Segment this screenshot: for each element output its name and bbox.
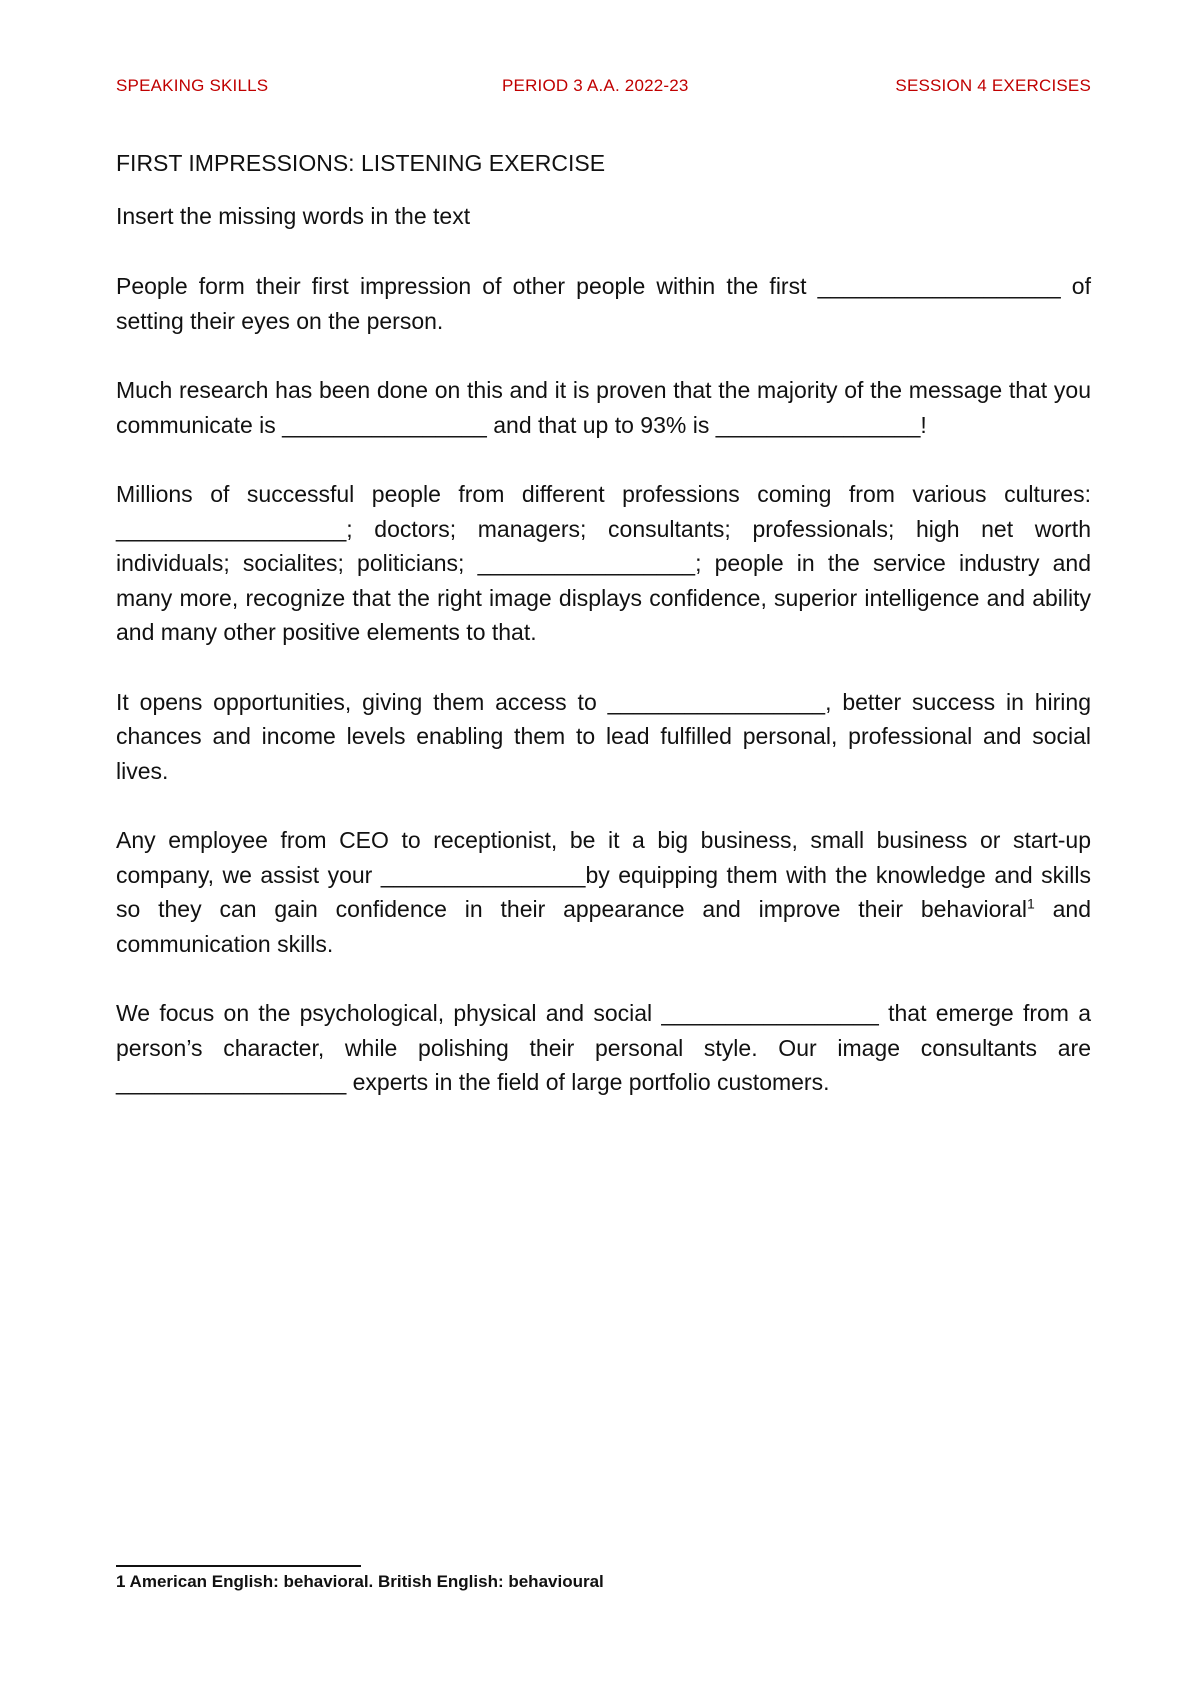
answer-blank: __________________ — [116, 1069, 347, 1095]
text-run: We focus on the psychological, physical and social — [116, 1000, 662, 1026]
exercise-text — [116, 269, 1091, 1135]
text-run: Millions of successful people from different professions coming from various cultures: — [116, 481, 1091, 507]
paragraph-2 — [116, 373, 1091, 442]
text-run: Any employee from CEO to receptionist, be it a big business, small business or start-up company, we assist your — [116, 827, 1091, 888]
text-run: , better success in hiring chances and income levels enabling them to lead fulfilled personal, professional and social lives. — [116, 688, 1091, 784]
text-run: People form their first impression of other people within the first — [116, 273, 818, 299]
text-run: and communication skills. — [116, 896, 1091, 957]
answer-blank: ________________ — [715, 411, 921, 438]
text-run: ; people in the service industry and many more, recognize that the right image displays confidence, superior intelligence and ability and many other positive elements to that. — [116, 550, 1092, 645]
text-run: that emerge from a person’s character, while polishing their personal style. Our image consultants are — [116, 1000, 1091, 1061]
exercise-title: FIRST IMPRESSIONS: LISTENING EXERCISE — [116, 150, 606, 176]
text-run: It opens opportunities, giving them access to — [116, 688, 608, 715]
paragraph-6 — [116, 996, 1091, 1100]
footnote-reference: 1 — [1026, 895, 1035, 912]
text-run: by equipping them with the knowledge and skills so they can gain confidence in their appearance and improve their behavioral — [116, 861, 1091, 922]
text-run: Much research has been done on this and it is proven that the majority of the message that you communicate is — [116, 377, 1091, 438]
footnote-separator — [116, 1565, 361, 1567]
header-period: PERIOD 3 A.A. 2022-23 — [502, 76, 689, 95]
text-run: and that up to 93% is — [486, 411, 716, 438]
answer-blank: ________________ — [380, 861, 586, 888]
paragraph-3 — [116, 477, 1091, 650]
text-run: experts in the field of large portfolio customers. — [346, 1069, 830, 1095]
answer-blank: ___________________ — [817, 273, 1061, 299]
paragraph-4 — [116, 685, 1091, 789]
answer-blank: _________________ — [477, 550, 696, 576]
paragraph-1 — [116, 269, 1091, 338]
text-run: ! — [920, 411, 927, 438]
answer-blank: __________________ — [116, 515, 347, 542]
exercise-instruction: Insert the missing words in the text — [116, 203, 471, 229]
answer-blank: _________________ — [607, 688, 826, 715]
header-session: SESSION 4 EXERCISES — [895, 76, 1091, 95]
answer-blank: _________________ — [661, 1000, 879, 1026]
text-run: of setting their eyes on the person. — [116, 273, 1091, 334]
header-course: SPEAKING SKILLS — [116, 76, 269, 95]
answer-blank: ________________ — [282, 411, 487, 438]
paragraph-5 — [116, 823, 1091, 961]
footnote: 1 American English: behavioral. British English: behavioural — [116, 1572, 604, 1591]
text-run: ; doctors; managers; consultants; professionals; high net worth individuals; socialites; politicians; — [116, 515, 1091, 576]
